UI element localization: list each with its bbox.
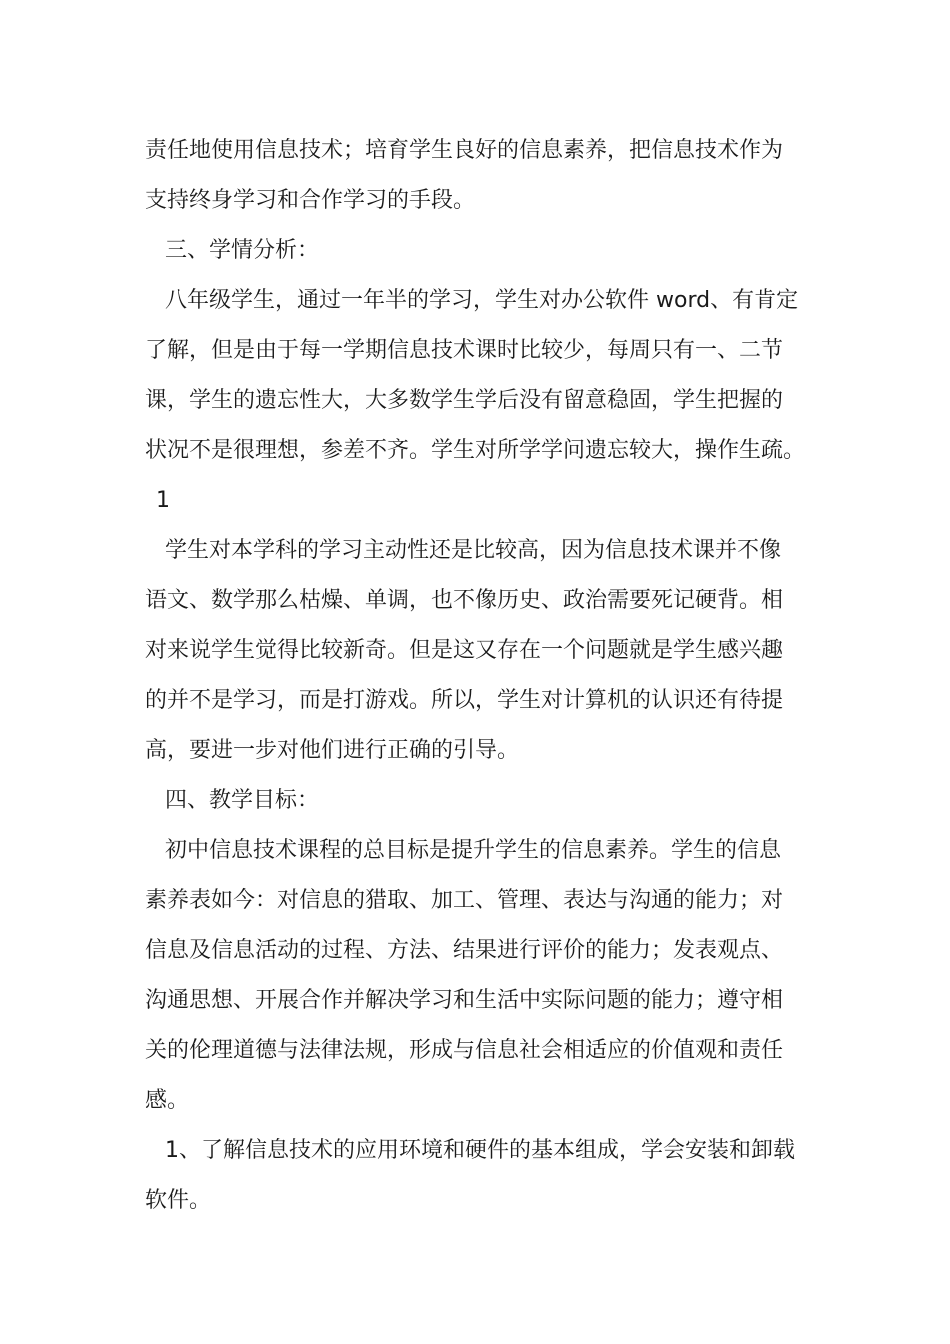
section-heading: 三、学情分析：	[165, 238, 320, 263]
paragraph-line: 学生对本学科的学习主动性还是比较高，因为信息技术课并不像	[165, 538, 782, 563]
paragraph-line: 感。	[145, 1088, 190, 1113]
page-number: 1	[156, 488, 170, 513]
paragraph-line: 的并不是学习，而是打游戏。所以，学生对计算机的认识还有待提	[145, 688, 784, 713]
list-item-line: 1、了解信息技术的应用环境和硬件的基本组成，学会安装和卸载	[165, 1138, 795, 1163]
section-heading: 四、教学目标：	[165, 788, 320, 813]
paragraph-line: 状况不是很理想，参差不齐。学生对所学学问遗忘较大，操作生疏。	[145, 438, 806, 463]
paragraph-line: 信息及信息活动的过程、方法、结果进行评价的能力；发表观点、	[145, 938, 784, 963]
paragraph-line: 语文、数学那么枯燥、单调，也不像历史、政治需要死记硬背。相	[145, 588, 784, 613]
paragraph-line: 素养表如今：对信息的猎取、加工、管理、表达与沟通的能力；对	[145, 888, 784, 913]
paragraph-line: 沟通思想、开展合作并解决学习和生活中实际问题的能力；遵守相	[145, 988, 784, 1013]
paragraph-line: 了解，但是由于每一学期信息技术课时比较少，每周只有一、二节	[145, 338, 784, 363]
paragraph-line: 关的伦理道德与法律法规，形成与信息社会相适应的价值观和责任	[145, 1038, 784, 1063]
paragraph-line: 对来说学生觉得比较新奇。但是这又存在一个问题就是学生感兴趣	[145, 638, 784, 663]
paragraph-line: 责任地使用信息技术；培育学生良好的信息素养，把信息技术作为	[145, 138, 784, 163]
paragraph-line: 课，学生的遗忘性大，大多数学生学后没有留意稳固，学生把握的	[145, 388, 784, 413]
list-item-line: 软件。	[145, 1188, 212, 1213]
paragraph-line: 初中信息技术课程的总目标是提升学生的信息素养。学生的信息	[165, 838, 782, 863]
paragraph-line: 支持终身学习和合作学习的手段。	[145, 188, 476, 213]
paragraph-line: 八年级学生，通过一年半的学习，学生对办公软件 word、有肯定	[165, 288, 799, 313]
paragraph-line: 高，要进一步对他们进行正确的引导。	[145, 738, 520, 763]
